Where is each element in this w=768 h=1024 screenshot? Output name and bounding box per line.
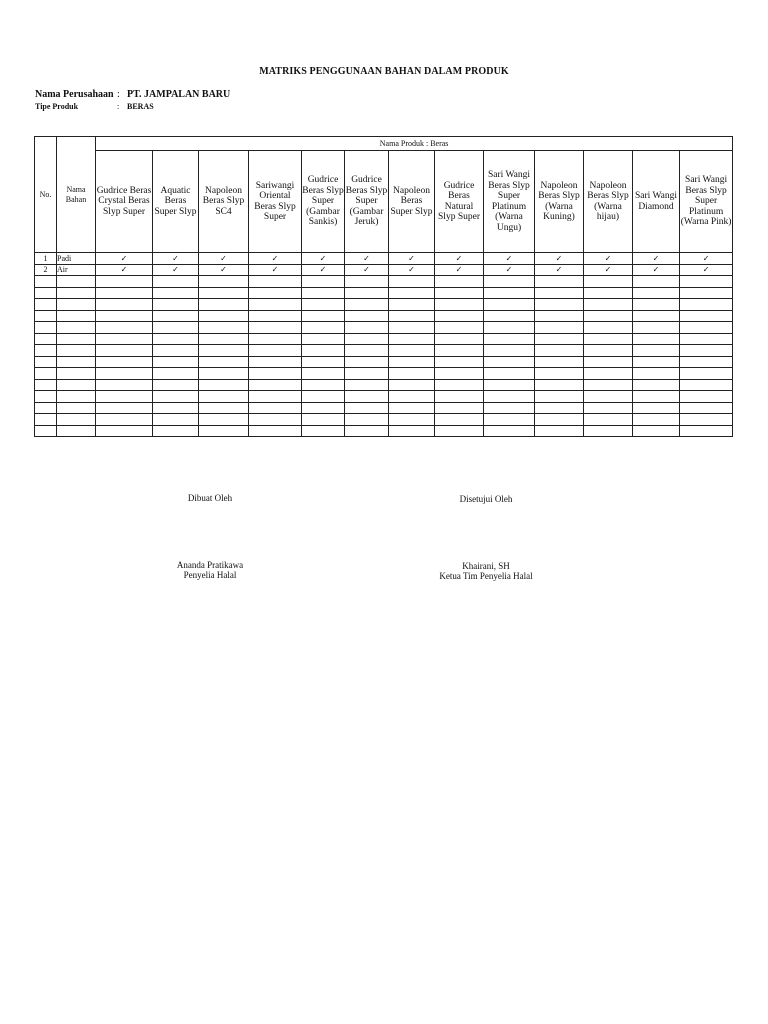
empty-cell xyxy=(249,287,302,299)
empty-cell xyxy=(484,287,535,299)
empty-cell xyxy=(249,276,302,288)
empty-cell xyxy=(484,391,535,403)
empty-cell xyxy=(345,299,389,311)
empty-cell xyxy=(35,322,57,334)
checkmark-cell: ✓ xyxy=(633,253,680,265)
empty-cell xyxy=(57,425,96,437)
empty-cell xyxy=(535,345,584,357)
empty-table-row xyxy=(35,356,733,368)
empty-cell xyxy=(96,322,153,334)
empty-cell xyxy=(345,379,389,391)
empty-cell xyxy=(35,333,57,345)
checkmark-cell: ✓ xyxy=(389,264,435,276)
made-by-block xyxy=(140,560,280,580)
empty-cell xyxy=(633,276,680,288)
checkmark-cell: ✓ xyxy=(153,264,199,276)
checkmark-cell: ✓ xyxy=(584,264,633,276)
empty-cell xyxy=(199,425,249,437)
empty-cell xyxy=(389,425,435,437)
empty-cell xyxy=(345,425,389,437)
checkmark-cell: ✓ xyxy=(249,264,302,276)
empty-table-row xyxy=(35,391,733,403)
empty-cell xyxy=(389,299,435,311)
product-header: Napoleon Beras Slyp (Warna hijau) xyxy=(584,151,633,253)
empty-cell xyxy=(35,402,57,414)
empty-cell xyxy=(345,402,389,414)
empty-cell xyxy=(57,379,96,391)
empty-cell xyxy=(35,276,57,288)
empty-cell xyxy=(199,310,249,322)
empty-cell xyxy=(484,402,535,414)
empty-cell xyxy=(435,333,484,345)
empty-cell xyxy=(435,391,484,403)
empty-cell xyxy=(680,356,733,368)
checkmark-cell: ✓ xyxy=(345,253,389,265)
empty-cell xyxy=(389,345,435,357)
material-name: Air xyxy=(57,264,96,276)
empty-cell xyxy=(389,414,435,426)
empty-cell xyxy=(584,287,633,299)
empty-cell xyxy=(435,368,484,380)
empty-cell xyxy=(249,425,302,437)
approved-by-role: Ketua Tim Penyelia Halal xyxy=(439,571,533,581)
empty-cell xyxy=(35,345,57,357)
empty-cell xyxy=(535,379,584,391)
empty-cell xyxy=(153,425,199,437)
empty-cell xyxy=(249,414,302,426)
empty-cell xyxy=(302,345,345,357)
product-header: Napoleon Beras Slyp (Warna Kuning) xyxy=(535,151,584,253)
checkmark-cell: ✓ xyxy=(535,264,584,276)
table-row xyxy=(35,253,733,265)
empty-cell xyxy=(633,287,680,299)
checkmark-cell: ✓ xyxy=(535,253,584,265)
empty-cell xyxy=(633,310,680,322)
empty-cell xyxy=(35,287,57,299)
empty-cell xyxy=(345,287,389,299)
empty-cell xyxy=(96,391,153,403)
empty-cell xyxy=(35,356,57,368)
empty-cell xyxy=(302,322,345,334)
product-header: Gudrice Beras Slyp Super (Gambar Sankis) xyxy=(302,151,345,253)
product-type-label: Tipe Produk xyxy=(35,102,79,111)
empty-cell xyxy=(535,333,584,345)
empty-cell xyxy=(345,345,389,357)
empty-cell xyxy=(302,391,345,403)
empty-cell xyxy=(302,276,345,288)
checkmark-cell: ✓ xyxy=(345,264,389,276)
empty-cell xyxy=(680,299,733,311)
empty-table-row xyxy=(35,287,733,299)
checkmark-cell: ✓ xyxy=(584,253,633,265)
empty-cell xyxy=(153,276,199,288)
empty-cell xyxy=(302,368,345,380)
checkmark-cell: ✓ xyxy=(680,253,733,265)
empty-table-row xyxy=(35,299,733,311)
empty-cell xyxy=(96,356,153,368)
empty-cell xyxy=(389,287,435,299)
empty-cell xyxy=(153,299,199,311)
product-header: Sari Wangi Beras Slyp Super Platinum (Warna Pink) xyxy=(680,151,733,253)
product-header: Gudrice Beras Natural Slyp Super xyxy=(435,151,484,253)
empty-cell xyxy=(584,322,633,334)
empty-cell xyxy=(535,299,584,311)
empty-cell xyxy=(35,414,57,426)
empty-cell xyxy=(535,276,584,288)
empty-cell xyxy=(435,402,484,414)
empty-cell xyxy=(153,402,199,414)
empty-cell xyxy=(535,322,584,334)
product-header: Sari Wangi Diamond xyxy=(633,151,680,253)
checkmark-cell: ✓ xyxy=(96,264,153,276)
empty-cell xyxy=(249,333,302,345)
empty-cell xyxy=(249,356,302,368)
checkmark-cell: ✓ xyxy=(199,264,249,276)
empty-cell xyxy=(389,276,435,288)
empty-table-row xyxy=(35,425,733,437)
empty-cell xyxy=(57,333,96,345)
empty-cell xyxy=(345,391,389,403)
product-header: Aquatic Beras Super Slyp xyxy=(153,151,199,253)
empty-cell xyxy=(484,322,535,334)
empty-cell xyxy=(302,425,345,437)
empty-cell xyxy=(153,379,199,391)
empty-table-row xyxy=(35,333,733,345)
empty-cell xyxy=(680,379,733,391)
empty-cell xyxy=(484,356,535,368)
empty-cell xyxy=(199,276,249,288)
empty-cell xyxy=(680,276,733,288)
empty-cell xyxy=(57,368,96,380)
empty-cell xyxy=(96,402,153,414)
empty-cell xyxy=(345,356,389,368)
empty-cell xyxy=(584,356,633,368)
empty-cell xyxy=(199,345,249,357)
product-header: Sariwangi Oriental Beras Slyp Super xyxy=(249,151,302,253)
empty-cell xyxy=(153,322,199,334)
no-header: No. xyxy=(35,137,57,253)
empty-cell xyxy=(199,368,249,380)
empty-cell xyxy=(389,391,435,403)
empty-cell xyxy=(584,402,633,414)
empty-cell xyxy=(435,299,484,311)
checkmark-cell: ✓ xyxy=(484,264,535,276)
empty-cell xyxy=(484,299,535,311)
empty-cell xyxy=(302,414,345,426)
material-name: Padi xyxy=(57,253,96,265)
approved-by-block xyxy=(406,561,566,581)
empty-cell xyxy=(484,414,535,426)
empty-cell xyxy=(249,368,302,380)
empty-cell xyxy=(535,414,584,426)
row-number: 2 xyxy=(35,264,57,276)
empty-cell xyxy=(680,425,733,437)
empty-cell xyxy=(57,356,96,368)
empty-cell xyxy=(302,287,345,299)
empty-cell xyxy=(535,391,584,403)
empty-cell xyxy=(680,310,733,322)
empty-cell xyxy=(302,333,345,345)
checkmark-cell: ✓ xyxy=(249,253,302,265)
empty-cell xyxy=(153,414,199,426)
empty-cell xyxy=(345,368,389,380)
empty-cell xyxy=(680,333,733,345)
product-header: Napoleon Beras Super Slyp xyxy=(389,151,435,253)
empty-cell xyxy=(153,333,199,345)
empty-cell xyxy=(153,287,199,299)
company-label: Nama Perusahaan xyxy=(35,89,114,100)
empty-cell xyxy=(199,379,249,391)
empty-cell xyxy=(345,276,389,288)
empty-cell xyxy=(435,379,484,391)
empty-cell xyxy=(633,333,680,345)
document-title: MATRIKS PENGGUNAAN BAHAN DALAM PRODUK xyxy=(259,66,509,77)
made-by-name: Ananda Pratikawa xyxy=(176,560,244,570)
empty-cell xyxy=(249,402,302,414)
empty-cell xyxy=(57,276,96,288)
empty-cell xyxy=(389,368,435,380)
empty-cell xyxy=(153,310,199,322)
empty-cell xyxy=(302,356,345,368)
empty-cell xyxy=(57,287,96,299)
empty-cell xyxy=(35,368,57,380)
empty-cell xyxy=(199,414,249,426)
empty-cell xyxy=(389,379,435,391)
checkmark-cell: ✓ xyxy=(153,253,199,265)
product-header: Napoleon Beras Slyp SC4 xyxy=(199,151,249,253)
empty-cell xyxy=(484,368,535,380)
product-header: Sari Wangi Beras Slyp Super Platinum (Warna Ungu) xyxy=(484,151,535,253)
empty-cell xyxy=(57,299,96,311)
empty-cell xyxy=(345,414,389,426)
empty-table-row xyxy=(35,414,733,426)
empty-cell xyxy=(584,345,633,357)
empty-cell xyxy=(96,379,153,391)
product-type-value: BERAS xyxy=(127,102,154,111)
empty-cell xyxy=(680,402,733,414)
empty-cell xyxy=(249,379,302,391)
product-header: Gudrice Beras Crystal Beras Slyp Super xyxy=(96,151,153,253)
empty-cell xyxy=(153,345,199,357)
empty-table-row xyxy=(35,276,733,288)
empty-cell xyxy=(199,356,249,368)
empty-cell xyxy=(199,322,249,334)
empty-cell xyxy=(302,379,345,391)
checkmark-cell: ✓ xyxy=(680,264,733,276)
empty-cell xyxy=(435,414,484,426)
empty-cell xyxy=(584,368,633,380)
empty-cell xyxy=(249,391,302,403)
empty-cell xyxy=(35,425,57,437)
empty-cell xyxy=(435,310,484,322)
empty-cell xyxy=(302,402,345,414)
empty-cell xyxy=(680,322,733,334)
company-colon: : xyxy=(117,89,120,100)
row-number: 1 xyxy=(35,253,57,265)
empty-table-row xyxy=(35,368,733,380)
empty-cell xyxy=(633,345,680,357)
empty-cell xyxy=(96,425,153,437)
material-matrix-table xyxy=(34,136,733,437)
empty-cell xyxy=(535,356,584,368)
product-group-header: Nama Produk : Beras xyxy=(96,137,733,151)
empty-cell xyxy=(435,276,484,288)
empty-cell xyxy=(57,345,96,357)
empty-cell xyxy=(584,414,633,426)
empty-cell xyxy=(153,391,199,403)
empty-cell xyxy=(584,379,633,391)
empty-cell xyxy=(35,299,57,311)
empty-cell xyxy=(249,310,302,322)
empty-cell xyxy=(199,391,249,403)
empty-cell xyxy=(389,402,435,414)
empty-cell xyxy=(345,333,389,345)
empty-cell xyxy=(96,368,153,380)
empty-cell xyxy=(633,322,680,334)
empty-cell xyxy=(249,299,302,311)
empty-cell xyxy=(584,333,633,345)
empty-cell xyxy=(345,322,389,334)
empty-cell xyxy=(535,402,584,414)
company-value: PT. JAMPALAN BARU xyxy=(127,89,231,100)
empty-cell xyxy=(584,276,633,288)
empty-cell xyxy=(633,368,680,380)
product-type-line xyxy=(35,102,154,111)
empty-cell xyxy=(484,379,535,391)
empty-cell xyxy=(535,287,584,299)
empty-cell xyxy=(584,299,633,311)
company-line xyxy=(35,89,230,100)
bahan-header: Nama Bahan xyxy=(57,137,96,253)
empty-cell xyxy=(96,299,153,311)
checkmark-cell: ✓ xyxy=(389,253,435,265)
checkmark-cell: ✓ xyxy=(484,253,535,265)
empty-cell xyxy=(57,310,96,322)
table-row xyxy=(35,264,733,276)
empty-cell xyxy=(57,402,96,414)
empty-cell xyxy=(535,310,584,322)
empty-cell xyxy=(535,368,584,380)
empty-cell xyxy=(35,310,57,322)
made-by-role: Penyelia Halal xyxy=(183,570,237,580)
empty-cell xyxy=(389,356,435,368)
empty-cell xyxy=(199,402,249,414)
empty-cell xyxy=(96,287,153,299)
empty-cell xyxy=(302,299,345,311)
empty-cell xyxy=(435,322,484,334)
empty-table-row xyxy=(35,379,733,391)
empty-cell xyxy=(584,391,633,403)
empty-cell xyxy=(633,299,680,311)
made-by-label: Dibuat Oleh xyxy=(187,493,233,503)
empty-cell xyxy=(680,345,733,357)
empty-cell xyxy=(302,310,345,322)
approved-by-name: Khairani, SH xyxy=(462,561,510,571)
empty-cell xyxy=(633,391,680,403)
empty-cell xyxy=(584,310,633,322)
product-header: Gudrice Beras Slyp Super (Gambar Jeruk) xyxy=(345,151,389,253)
empty-cell xyxy=(345,310,389,322)
empty-table-row xyxy=(35,310,733,322)
empty-cell xyxy=(484,333,535,345)
empty-cell xyxy=(199,299,249,311)
empty-cell xyxy=(484,425,535,437)
empty-cell xyxy=(199,333,249,345)
empty-cell xyxy=(435,287,484,299)
empty-cell xyxy=(484,345,535,357)
empty-cell xyxy=(680,391,733,403)
empty-cell xyxy=(35,391,57,403)
empty-cell xyxy=(57,414,96,426)
empty-cell xyxy=(389,333,435,345)
checkmark-cell: ✓ xyxy=(435,253,484,265)
empty-cell xyxy=(633,356,680,368)
empty-cell xyxy=(96,276,153,288)
empty-cell xyxy=(584,425,633,437)
empty-cell xyxy=(389,310,435,322)
empty-table-row xyxy=(35,402,733,414)
empty-cell xyxy=(249,322,302,334)
checkmark-cell: ✓ xyxy=(435,264,484,276)
empty-cell xyxy=(680,287,733,299)
empty-cell xyxy=(35,379,57,391)
empty-table-row xyxy=(35,345,733,357)
empty-cell xyxy=(484,276,535,288)
checkmark-cell: ✓ xyxy=(302,253,345,265)
empty-cell xyxy=(633,402,680,414)
empty-cell xyxy=(96,345,153,357)
checkmark-cell: ✓ xyxy=(96,253,153,265)
empty-cell xyxy=(435,356,484,368)
empty-cell xyxy=(57,322,96,334)
empty-cell xyxy=(96,414,153,426)
empty-cell xyxy=(96,333,153,345)
empty-cell xyxy=(435,345,484,357)
empty-cell xyxy=(680,414,733,426)
checkmark-cell: ✓ xyxy=(302,264,345,276)
empty-cell xyxy=(153,356,199,368)
checkmark-cell: ✓ xyxy=(633,264,680,276)
empty-cell xyxy=(249,345,302,357)
empty-cell xyxy=(633,414,680,426)
product-type-colon: : xyxy=(117,102,120,111)
empty-cell xyxy=(199,287,249,299)
empty-cell xyxy=(633,379,680,391)
empty-cell xyxy=(633,425,680,437)
empty-cell xyxy=(389,322,435,334)
approved-by-label: Disetujui Oleh xyxy=(459,494,513,504)
empty-cell xyxy=(484,310,535,322)
empty-cell xyxy=(535,425,584,437)
empty-cell xyxy=(57,391,96,403)
empty-cell xyxy=(96,310,153,322)
checkmark-cell: ✓ xyxy=(199,253,249,265)
empty-cell xyxy=(680,368,733,380)
empty-cell xyxy=(435,425,484,437)
empty-cell xyxy=(153,368,199,380)
empty-table-row xyxy=(35,322,733,334)
